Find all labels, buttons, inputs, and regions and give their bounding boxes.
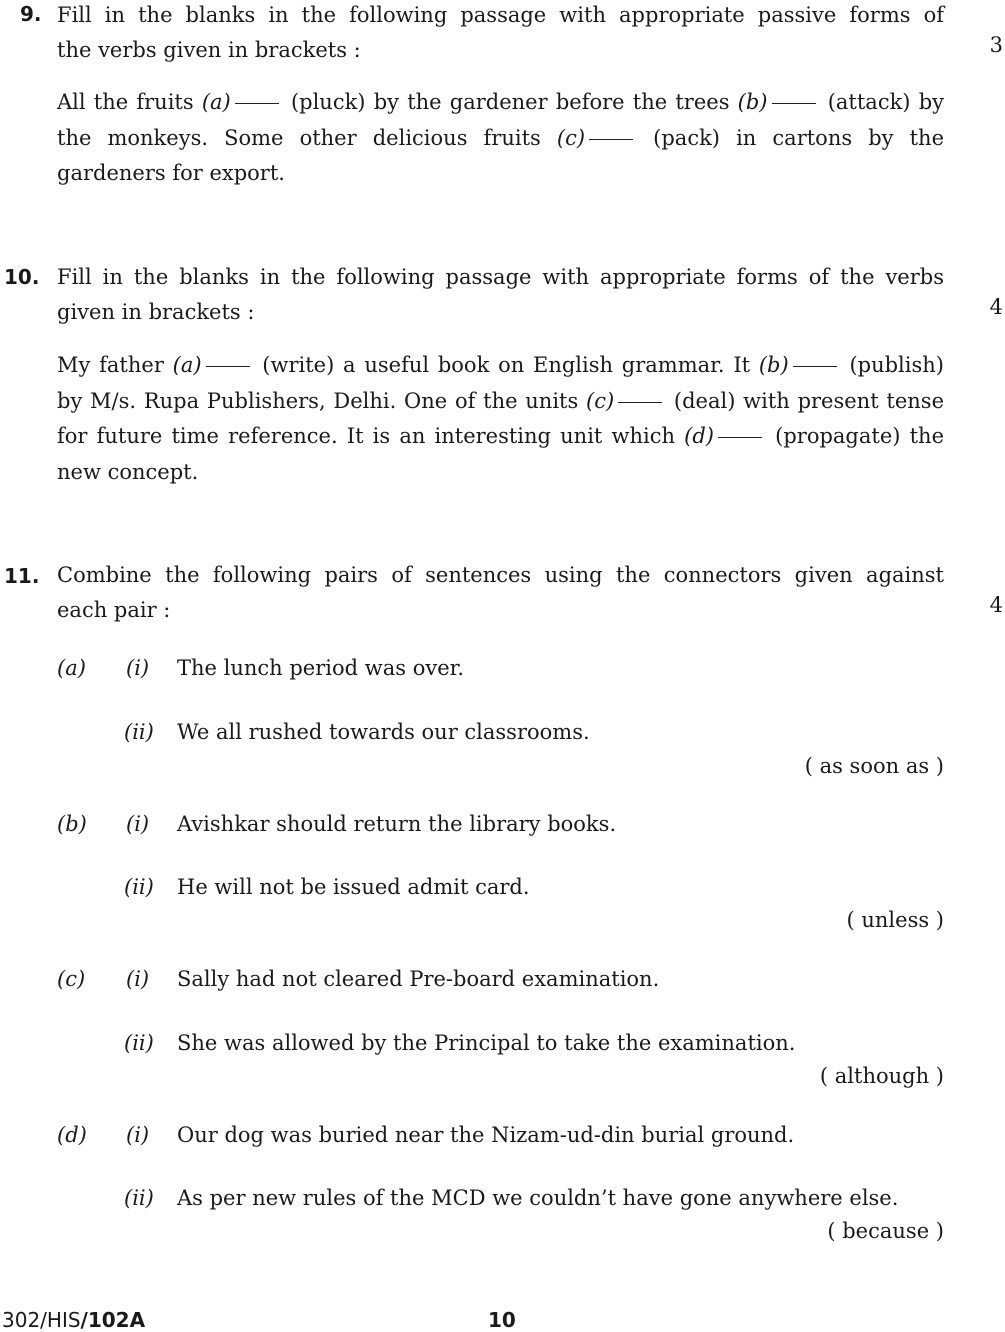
- q9-passage-text-4: (pack) in cartons by the gardeners for export.: [57, 125, 944, 185]
- subitem-label-i: (i): [126, 812, 150, 836]
- q11-instruction-line1: Combine the following pairs of sentences using the connectors given against: [57, 563, 944, 587]
- sentence-b-ii: He will not be issued admit card.: [177, 875, 530, 899]
- q9-passage: [57, 85, 944, 192]
- q10-passage-text-3: (publish) by M/s. Rupa Publishers, Delhi. One of the units: [57, 353, 944, 413]
- item-label-c: (c): [57, 967, 86, 991]
- subitem-label-ii: (ii): [124, 875, 154, 899]
- blank-line: [618, 402, 662, 403]
- blank-line: [206, 366, 250, 367]
- subitem-label-ii: (ii): [124, 720, 154, 744]
- q10-marks: 4: [989, 295, 1003, 319]
- paper-code-suffix: /102A: [80, 1308, 146, 1332]
- q10-blank-label-d: (d): [684, 424, 714, 448]
- sentence-d-ii: As per new rules of the MCD we couldn’t have gone anywhere else.: [177, 1186, 899, 1210]
- blank-line: [718, 437, 762, 438]
- question-number-11: 11.: [4, 564, 40, 588]
- q9-instruction-line2: the verbs given in brackets :: [57, 38, 361, 62]
- q11-instruction-line2: each pair :: [57, 598, 171, 622]
- sentence-b-i: Avishkar should return the library books.: [177, 812, 617, 836]
- q10-instruction-line2: given in brackets :: [57, 300, 255, 324]
- connector-a: ( as soon as ): [804, 754, 944, 778]
- connector-b: ( unless ): [846, 908, 944, 932]
- item-label-d: (d): [57, 1123, 87, 1147]
- sentence-a-i: The lunch period was over.: [177, 656, 465, 680]
- q11-marks: 4: [989, 593, 1003, 617]
- q9-instruction-line1: Fill in the blanks in the following passage with appropriate passive forms of: [57, 3, 944, 27]
- sentence-c-i: Sally had not cleared Pre-board examination.: [177, 967, 660, 991]
- sentence-a-ii: We all rushed towards our classrooms.: [177, 720, 590, 744]
- q9-passage-text-1: All the fruits: [57, 90, 202, 114]
- q9-blank-label-c: (c): [556, 125, 586, 150]
- item-label-b: (b): [57, 812, 87, 836]
- paper-code-prefix: 302/HIS: [2, 1308, 81, 1332]
- paper-code: [2, 1308, 145, 1332]
- page-number: 10: [488, 1308, 516, 1332]
- q10-passage-text-1: My father: [57, 353, 173, 377]
- blank-line: [589, 139, 633, 140]
- question-number-9: 9.: [20, 2, 42, 26]
- q10-passage: [57, 348, 944, 490]
- blank-line: [793, 366, 837, 367]
- q9-blank-label-b: (b): [737, 90, 768, 114]
- sentence-c-ii: She was allowed by the Principal to take the examination.: [177, 1031, 796, 1055]
- q9-passage-text-2: (pluck) by the gardener before the trees: [282, 90, 738, 114]
- blank-line: [772, 103, 816, 104]
- subitem-label-i: (i): [126, 656, 150, 680]
- connector-c: ( although ): [819, 1064, 944, 1088]
- q10-passage-text-4: (deal) with present tense for future time reference. It is an interesting unit which: [57, 388, 944, 448]
- q9-passage-text-3: (attack) by the monkeys. Some other delicious fruits: [57, 90, 944, 150]
- q10-passage-text-2: (write) a useful book on English grammar. It: [253, 353, 759, 377]
- q10-instruction-line1: Fill in the blanks in the following passage with appropriate forms of the verbs: [57, 265, 944, 289]
- subitem-label-i: (i): [126, 1123, 150, 1147]
- blank-line: [235, 103, 279, 104]
- item-label-a: (a): [57, 656, 86, 680]
- subitem-label-ii: (ii): [124, 1186, 154, 1210]
- q10-passage-text-5: (propagate) the new concept.: [57, 424, 944, 484]
- subitem-label-ii: (ii): [124, 1031, 154, 1055]
- q9-blank-label-a: (a): [201, 90, 231, 114]
- q10-blank-label-b: (b): [758, 353, 789, 377]
- q10-blank-label-c: (c): [586, 388, 615, 413]
- connector-d: ( because ): [827, 1219, 944, 1243]
- question-number-10: 10.: [4, 265, 40, 289]
- sentence-d-i: Our dog was buried near the Nizam-ud-din burial ground.: [177, 1123, 795, 1147]
- subitem-label-i: (i): [126, 967, 150, 991]
- q9-marks: 3: [989, 33, 1003, 57]
- q10-blank-label-a: (a): [172, 353, 202, 377]
